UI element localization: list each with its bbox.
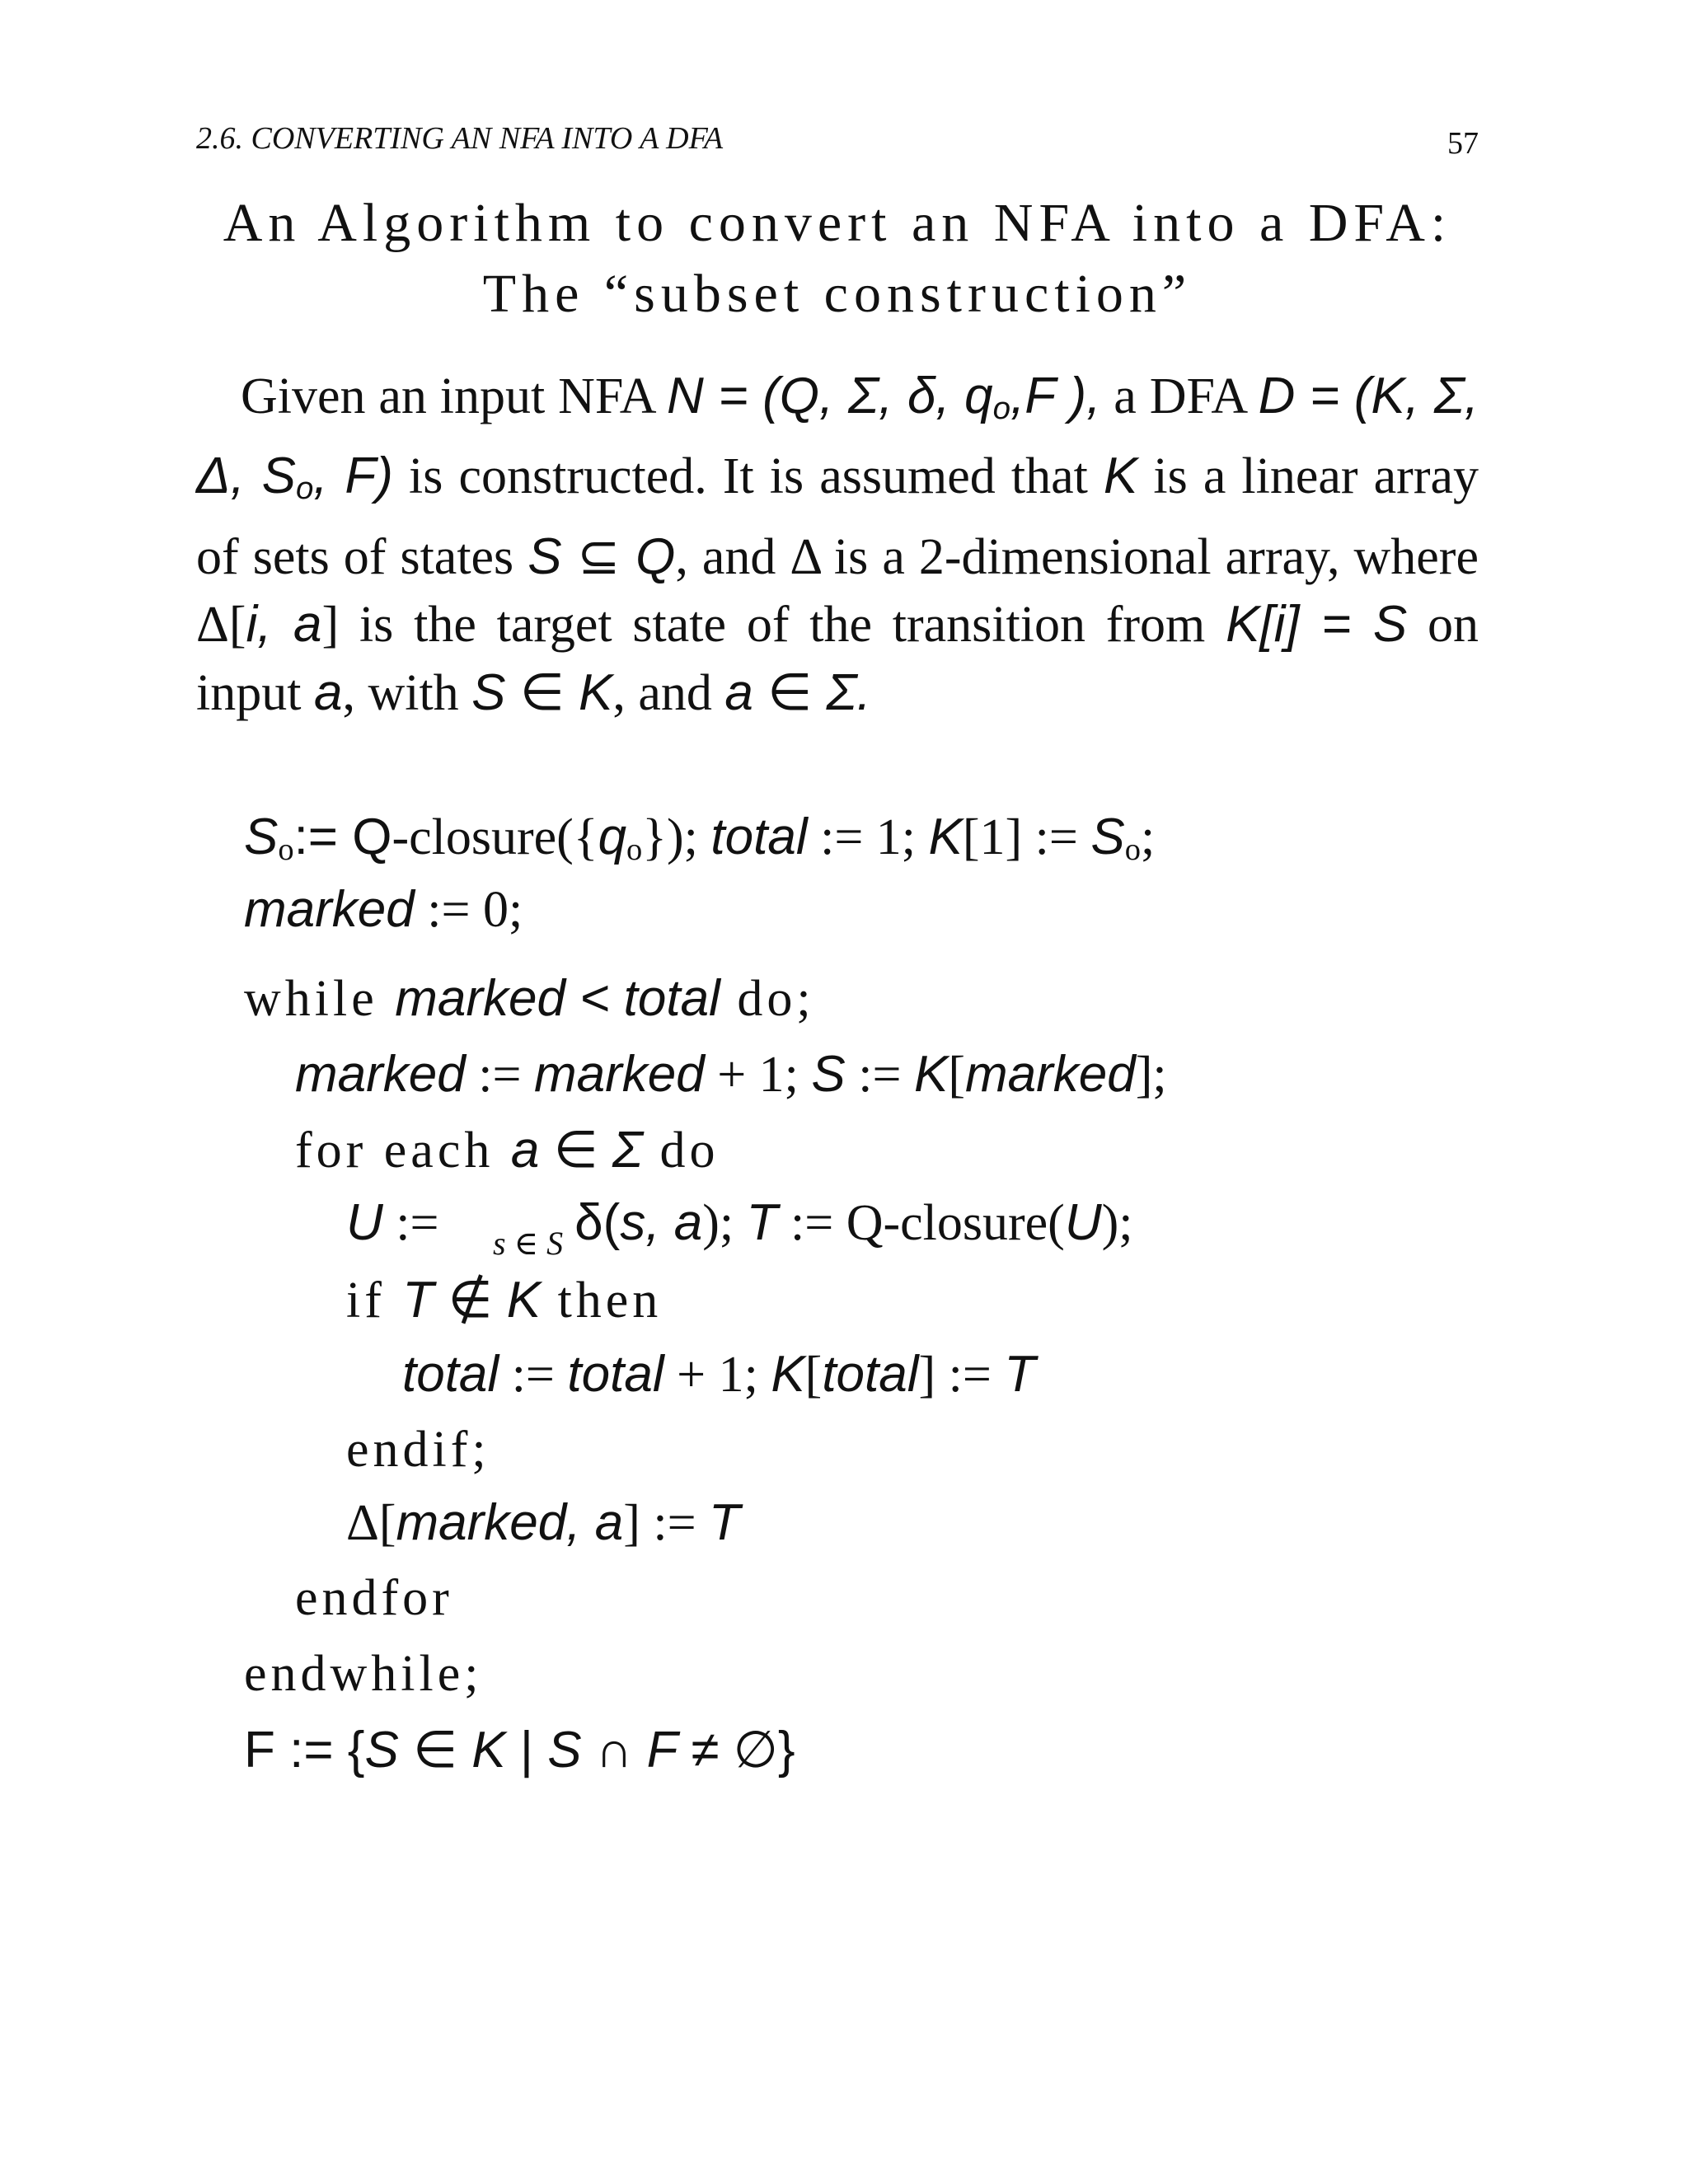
math-Ki: K[i] = S (1226, 596, 1408, 654)
algo-line-7: if T ∉ K then (346, 1272, 663, 1329)
para-text: is a linear array of sets of states (196, 448, 1479, 585)
algo-line-5: for each a ∈ Σ do (295, 1122, 720, 1179)
para-text: , with (342, 664, 472, 721)
dfa-tuple: D = (K, Σ, Δ, So, F) (196, 368, 1479, 507)
algo-line-4: marked := marked + 1; S := K[marked]; (295, 1046, 1167, 1103)
para-text: , and (612, 664, 725, 721)
algo-line-11: endfor (295, 1570, 453, 1626)
math-K: K (1103, 448, 1138, 505)
algorithm-title (196, 188, 1479, 330)
para-text: , and Δ is a 2-dimensional array, where Δ[ (196, 528, 1479, 654)
algo-line-6: U := $_{s \in S}$ δ(s, a); T := Q-closure(U); (346, 1194, 1133, 1262)
math-ia: i, a (246, 596, 322, 654)
algo-line-10: Δ[marked, a] := T (346, 1494, 740, 1551)
algo-line-1: So:= Q-closure({qo}); total := 1; K[1] := So; (244, 808, 1156, 867)
algo-line-3: while marked < total do; (244, 970, 815, 1027)
algo-line-12: endwhile; (244, 1646, 483, 1702)
algo-line-8: total := total + 1; K[total] := T (402, 1346, 1036, 1403)
title-line-1: An Algorithm to convert an NFA into a DFA: (223, 193, 1452, 253)
para-text: a DFA (1100, 368, 1259, 424)
algo-line-9: endif; (346, 1422, 490, 1478)
algo-line-2: marked := 0; (244, 881, 523, 938)
para-text: is constructed. It is assumed that (392, 448, 1104, 505)
para-text: on input (196, 597, 1479, 721)
page-number: 57 (1447, 126, 1479, 161)
algo-line-13: F := {S ∈ K | S ∩ F ≠ ∅} (244, 1722, 795, 1779)
nfa-tuple: N = (Q, Σ, δ, qo,F ), (666, 368, 1101, 426)
title-line-2: The “subset construction” (482, 264, 1193, 324)
math-a: a (313, 663, 343, 721)
math-subset: S ⊆ Q (528, 527, 676, 585)
para-text: Given an input NFA (241, 368, 667, 424)
math-SinK: S ∈ K (471, 663, 613, 721)
running-head (196, 120, 1479, 161)
math-a-in-sigma: a ∈ Σ. (724, 663, 871, 721)
para-text: ] is the target state of the transition from (321, 597, 1226, 654)
section-title: 2.6. CONVERTING AN NFA INTO A DFA (196, 121, 724, 156)
intro-paragraph (196, 363, 1479, 727)
